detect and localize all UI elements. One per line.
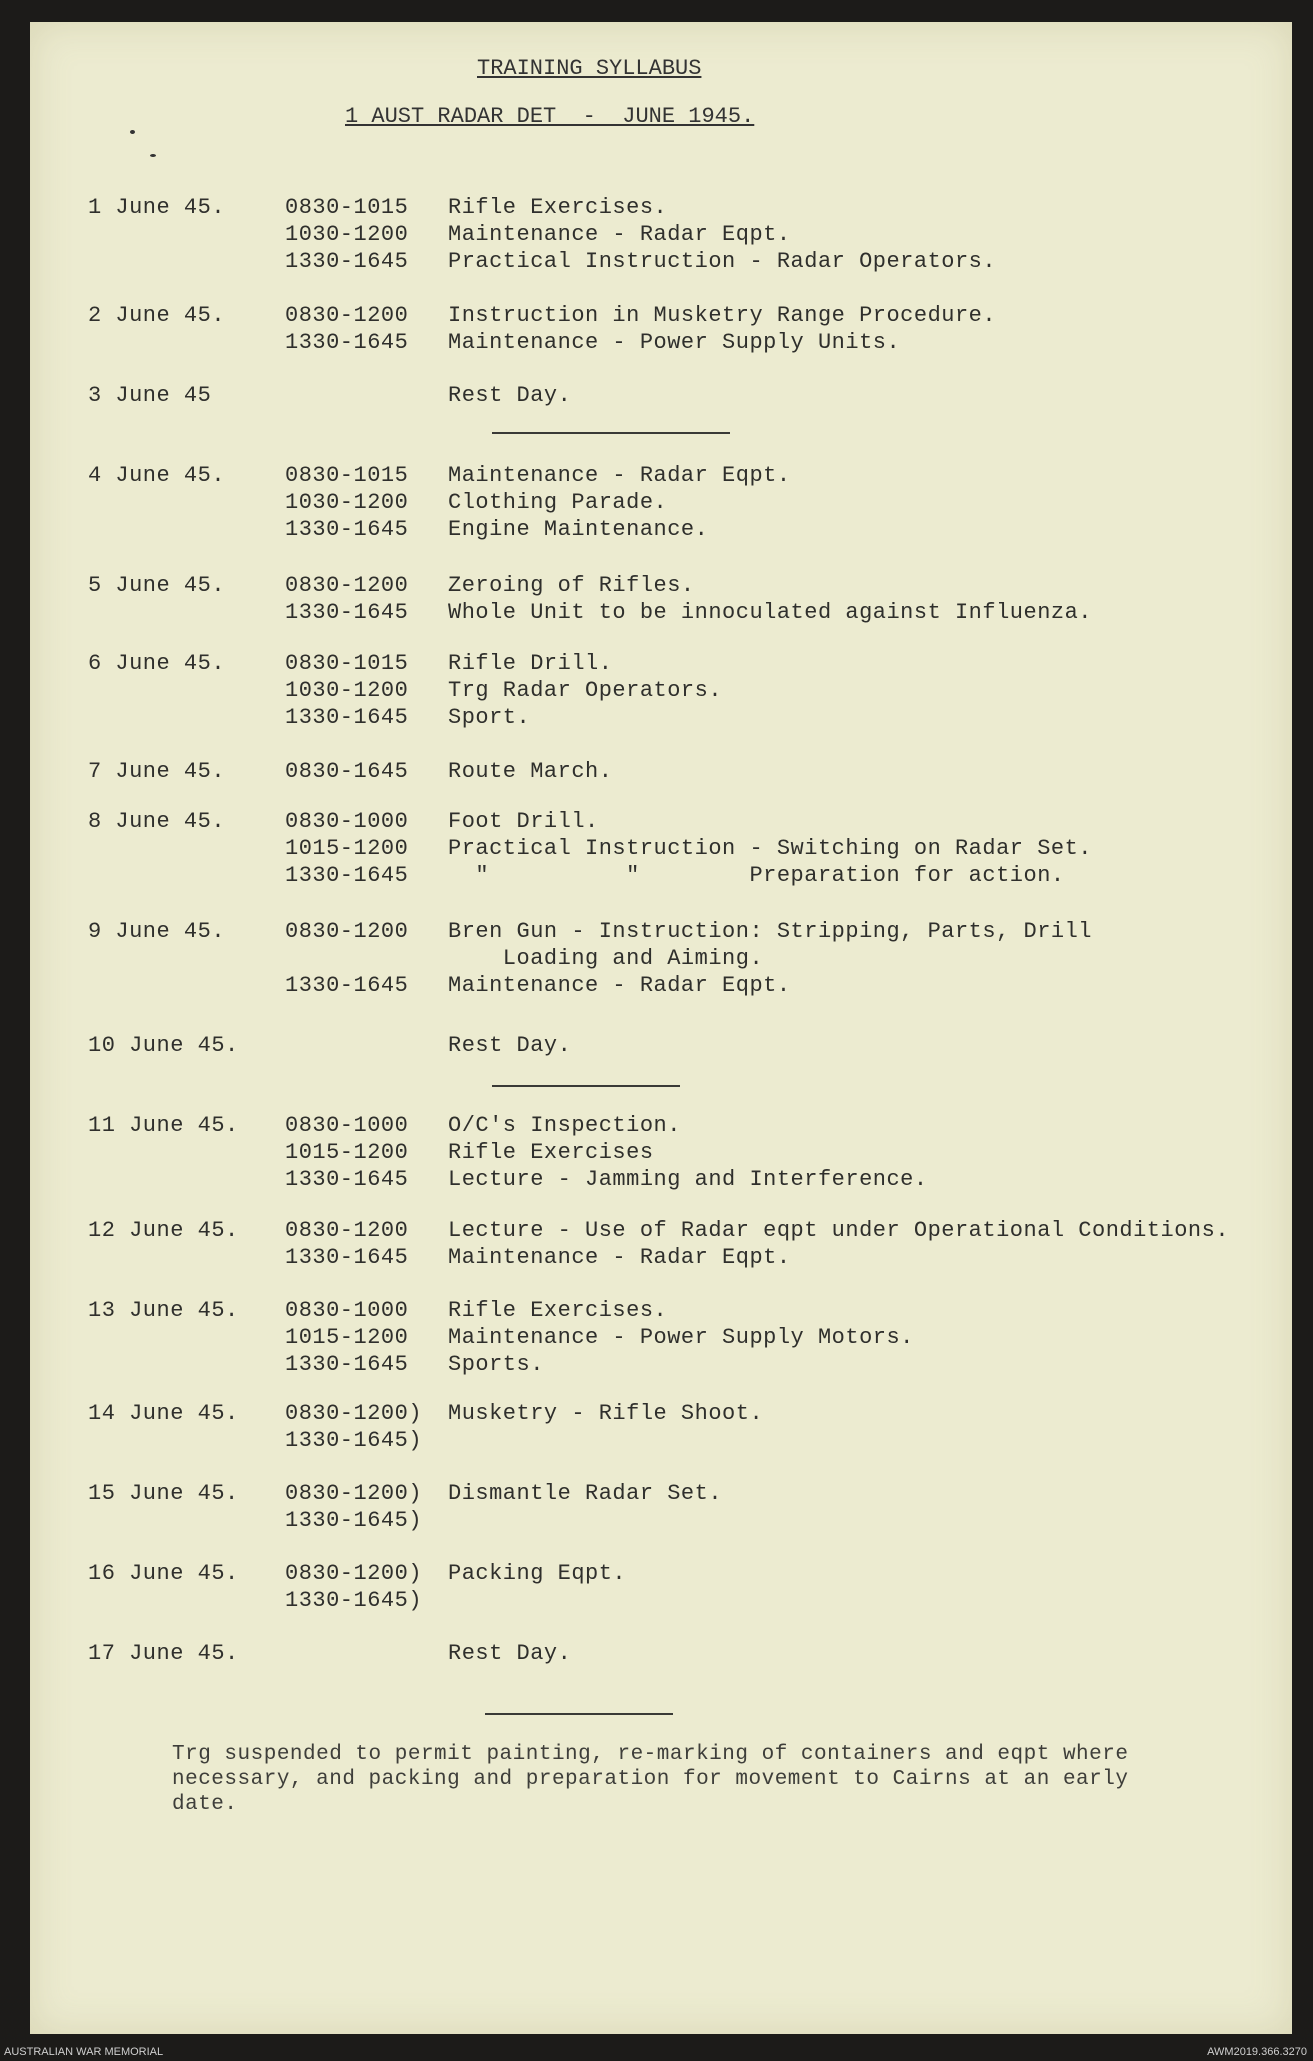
entry-activities [448,1480,722,1507]
time-slot: 0830-1200 [285,919,409,944]
entry-date: 16 June 45. [88,1561,239,1586]
activity: Foot Drill. [448,809,599,834]
time-slot: 1015-1200 [285,836,409,861]
time-slot: 0830-1000 [285,1113,409,1138]
activity: " " Preparation for action. [448,863,1065,888]
activity: Maintenance - Radar Eqpt. [448,973,791,998]
footer-right: AWM2019.366.3270 [1207,2046,1307,2058]
activity: Loading and Aiming. [448,946,764,971]
entry-date: 5 June 45. [88,573,226,598]
entry-activities [448,1640,571,1667]
document-page [30,22,1292,2034]
entry-times [285,918,408,999]
time-slot: 1330-1645 [285,1352,409,1377]
time-slot: 0830-1000 [285,809,409,834]
time-slot: 1330-1645 [285,1245,409,1270]
activity: Musketry - Rifle Shoot. [448,1401,764,1426]
time-slot: 0830-1000 [285,1298,409,1323]
time-slot: 1330-1645) [285,1588,423,1613]
time-slot: 1330-1645 [285,600,409,625]
time-slot: 1330-1645 [285,330,409,355]
activity: Practical Instruction - Switching on Radar Set. [448,836,1093,861]
activity: Practical Instruction - Radar Operators. [448,249,997,274]
time-slot: 1330-1645 [285,249,409,274]
entry-date: 12 June 45. [88,1218,239,1243]
time-slot: 1330-1645 [285,1167,409,1192]
time-slot: 1015-1200 [285,1325,409,1350]
entry-times [285,462,408,543]
entry-activities [448,758,612,785]
activity: Zeroing of Rifles. [448,573,695,598]
activity: Lecture - Use of Radar eqpt under Operational Conditions. [448,1218,1230,1243]
time-slot: 1030-1200 [285,678,409,703]
entry-activities [448,1112,928,1193]
entry-date: 4 June 45. [88,463,226,488]
activity: Clothing Parade. [448,490,668,515]
ink-speck [130,130,135,134]
entry-times [285,1560,422,1614]
entry-activities [448,382,571,409]
entry-date: 3 June 45 [88,383,212,408]
entry-date: 8 June 45. [88,809,226,834]
time-slot: 1330-1645) [285,1508,423,1533]
activity: Dismantle Radar Set. [448,1481,723,1506]
entry-date: 1 June 45. [88,195,226,220]
activity: Rest Day. [448,383,572,408]
activity: Engine Maintenance. [448,517,709,542]
closing-note: Trg suspended to permit painting, re-marking of containers and eqpt where necessary, and packing and preparation for movement to Cairns at an early date. [172,1743,1129,1816]
entry-times [285,1480,422,1534]
activity: Whole Unit to be innoculated against Influenza. [448,600,1093,625]
entry-activities [448,1217,1229,1271]
entry-times [285,1112,408,1193]
entry-activities [448,650,722,731]
entry-date: 10 June 45. [88,1033,239,1058]
activity: Rifle Exercises. [448,195,668,220]
entry-activities [448,194,996,275]
activity: Maintenance - Radar Eqpt. [448,463,791,488]
entry-date: 14 June 45. [88,1401,239,1426]
time-slot: 0830-1015 [285,195,409,220]
activity: Sports. [448,1352,544,1377]
separator-rule [492,432,730,434]
time-slot: 0830-1200) [285,1561,423,1586]
page-subtitle: 1 AUST RADAR DET - JUNE 1945. [345,104,755,129]
entry-date: 11 June 45. [88,1113,239,1138]
entry-activities [448,1032,571,1059]
entry-activities [448,918,1092,999]
entry-times [285,1297,408,1378]
time-slot: 1330-1645 [285,863,409,888]
activity: Maintenance - Power Supply Units. [448,330,901,355]
time-slot [285,945,408,972]
entry-activities [448,302,996,356]
time-slot: 0830-1200) [285,1401,423,1426]
entry-activities [448,462,791,543]
entry-activities [448,1297,914,1378]
activity: Rest Day. [448,1033,572,1058]
activity: Maintenance - Radar Eqpt. [448,222,791,247]
time-slot: 1330-1645) [285,1428,423,1453]
activity: Maintenance - Radar Eqpt. [448,1245,791,1270]
time-slot: 0830-1015 [285,651,409,676]
entry-activities [448,1560,626,1587]
time-slot: 1330-1645 [285,705,409,730]
entry-times [285,1400,422,1454]
activity: Rest Day. [448,1641,572,1666]
page-title: TRAINING SYLLABUS [477,56,702,81]
time-slot: 0830-1200 [285,303,409,328]
entry-times [285,302,408,356]
entry-times [285,572,408,626]
activity: O/C's Inspection. [448,1113,681,1138]
separator-rule [485,1713,673,1715]
entry-date: 13 June 45. [88,1298,239,1323]
entry-times [285,1217,408,1271]
entry-activities [448,572,1092,626]
time-slot: 0830-1200 [285,1218,409,1243]
activity: Bren Gun - Instruction: Stripping, Parts, Drill [448,919,1093,944]
time-slot: 1330-1645 [285,517,409,542]
time-slot: 1015-1200 [285,1140,409,1165]
time-slot: 0830-1015 [285,463,409,488]
entry-date: 9 June 45. [88,919,226,944]
activity: Rifle Drill. [448,651,613,676]
activity: Trg Radar Operators. [448,678,723,703]
activity: Maintenance - Power Supply Motors. [448,1325,914,1350]
ink-speck [150,154,156,157]
entry-date: 2 June 45. [88,303,226,328]
activity: Sport. [448,705,531,730]
time-slot: 0830-1645 [285,759,409,784]
time-slot: 0830-1200) [285,1481,423,1506]
entry-times [285,650,408,731]
separator-rule [492,1085,680,1087]
activity: Rifle Exercises [448,1140,654,1165]
time-slot: 0830-1200 [285,573,409,598]
entry-date: 7 June 45. [88,759,226,784]
entry-times [285,758,408,785]
time-slot: 1030-1200 [285,490,409,515]
footer-left: AUSTRALIAN WAR MEMORIAL [4,2046,164,2058]
activity: Packing Eqpt. [448,1561,627,1586]
entry-date: 15 June 45. [88,1481,239,1506]
entry-times [285,808,408,889]
activity: Route March. [448,759,613,784]
entry-date: 6 June 45. [88,651,226,676]
entry-activities [448,808,1092,889]
time-slot: 1030-1200 [285,222,409,247]
activity: Instruction in Musketry Range Procedure. [448,303,997,328]
activity: Lecture - Jamming and Interference. [448,1167,928,1192]
activity: Rifle Exercises. [448,1298,668,1323]
time-slot: 1330-1645 [285,973,409,998]
entry-date: 17 June 45. [88,1641,239,1666]
entry-times [285,194,408,275]
entry-activities [448,1400,763,1427]
